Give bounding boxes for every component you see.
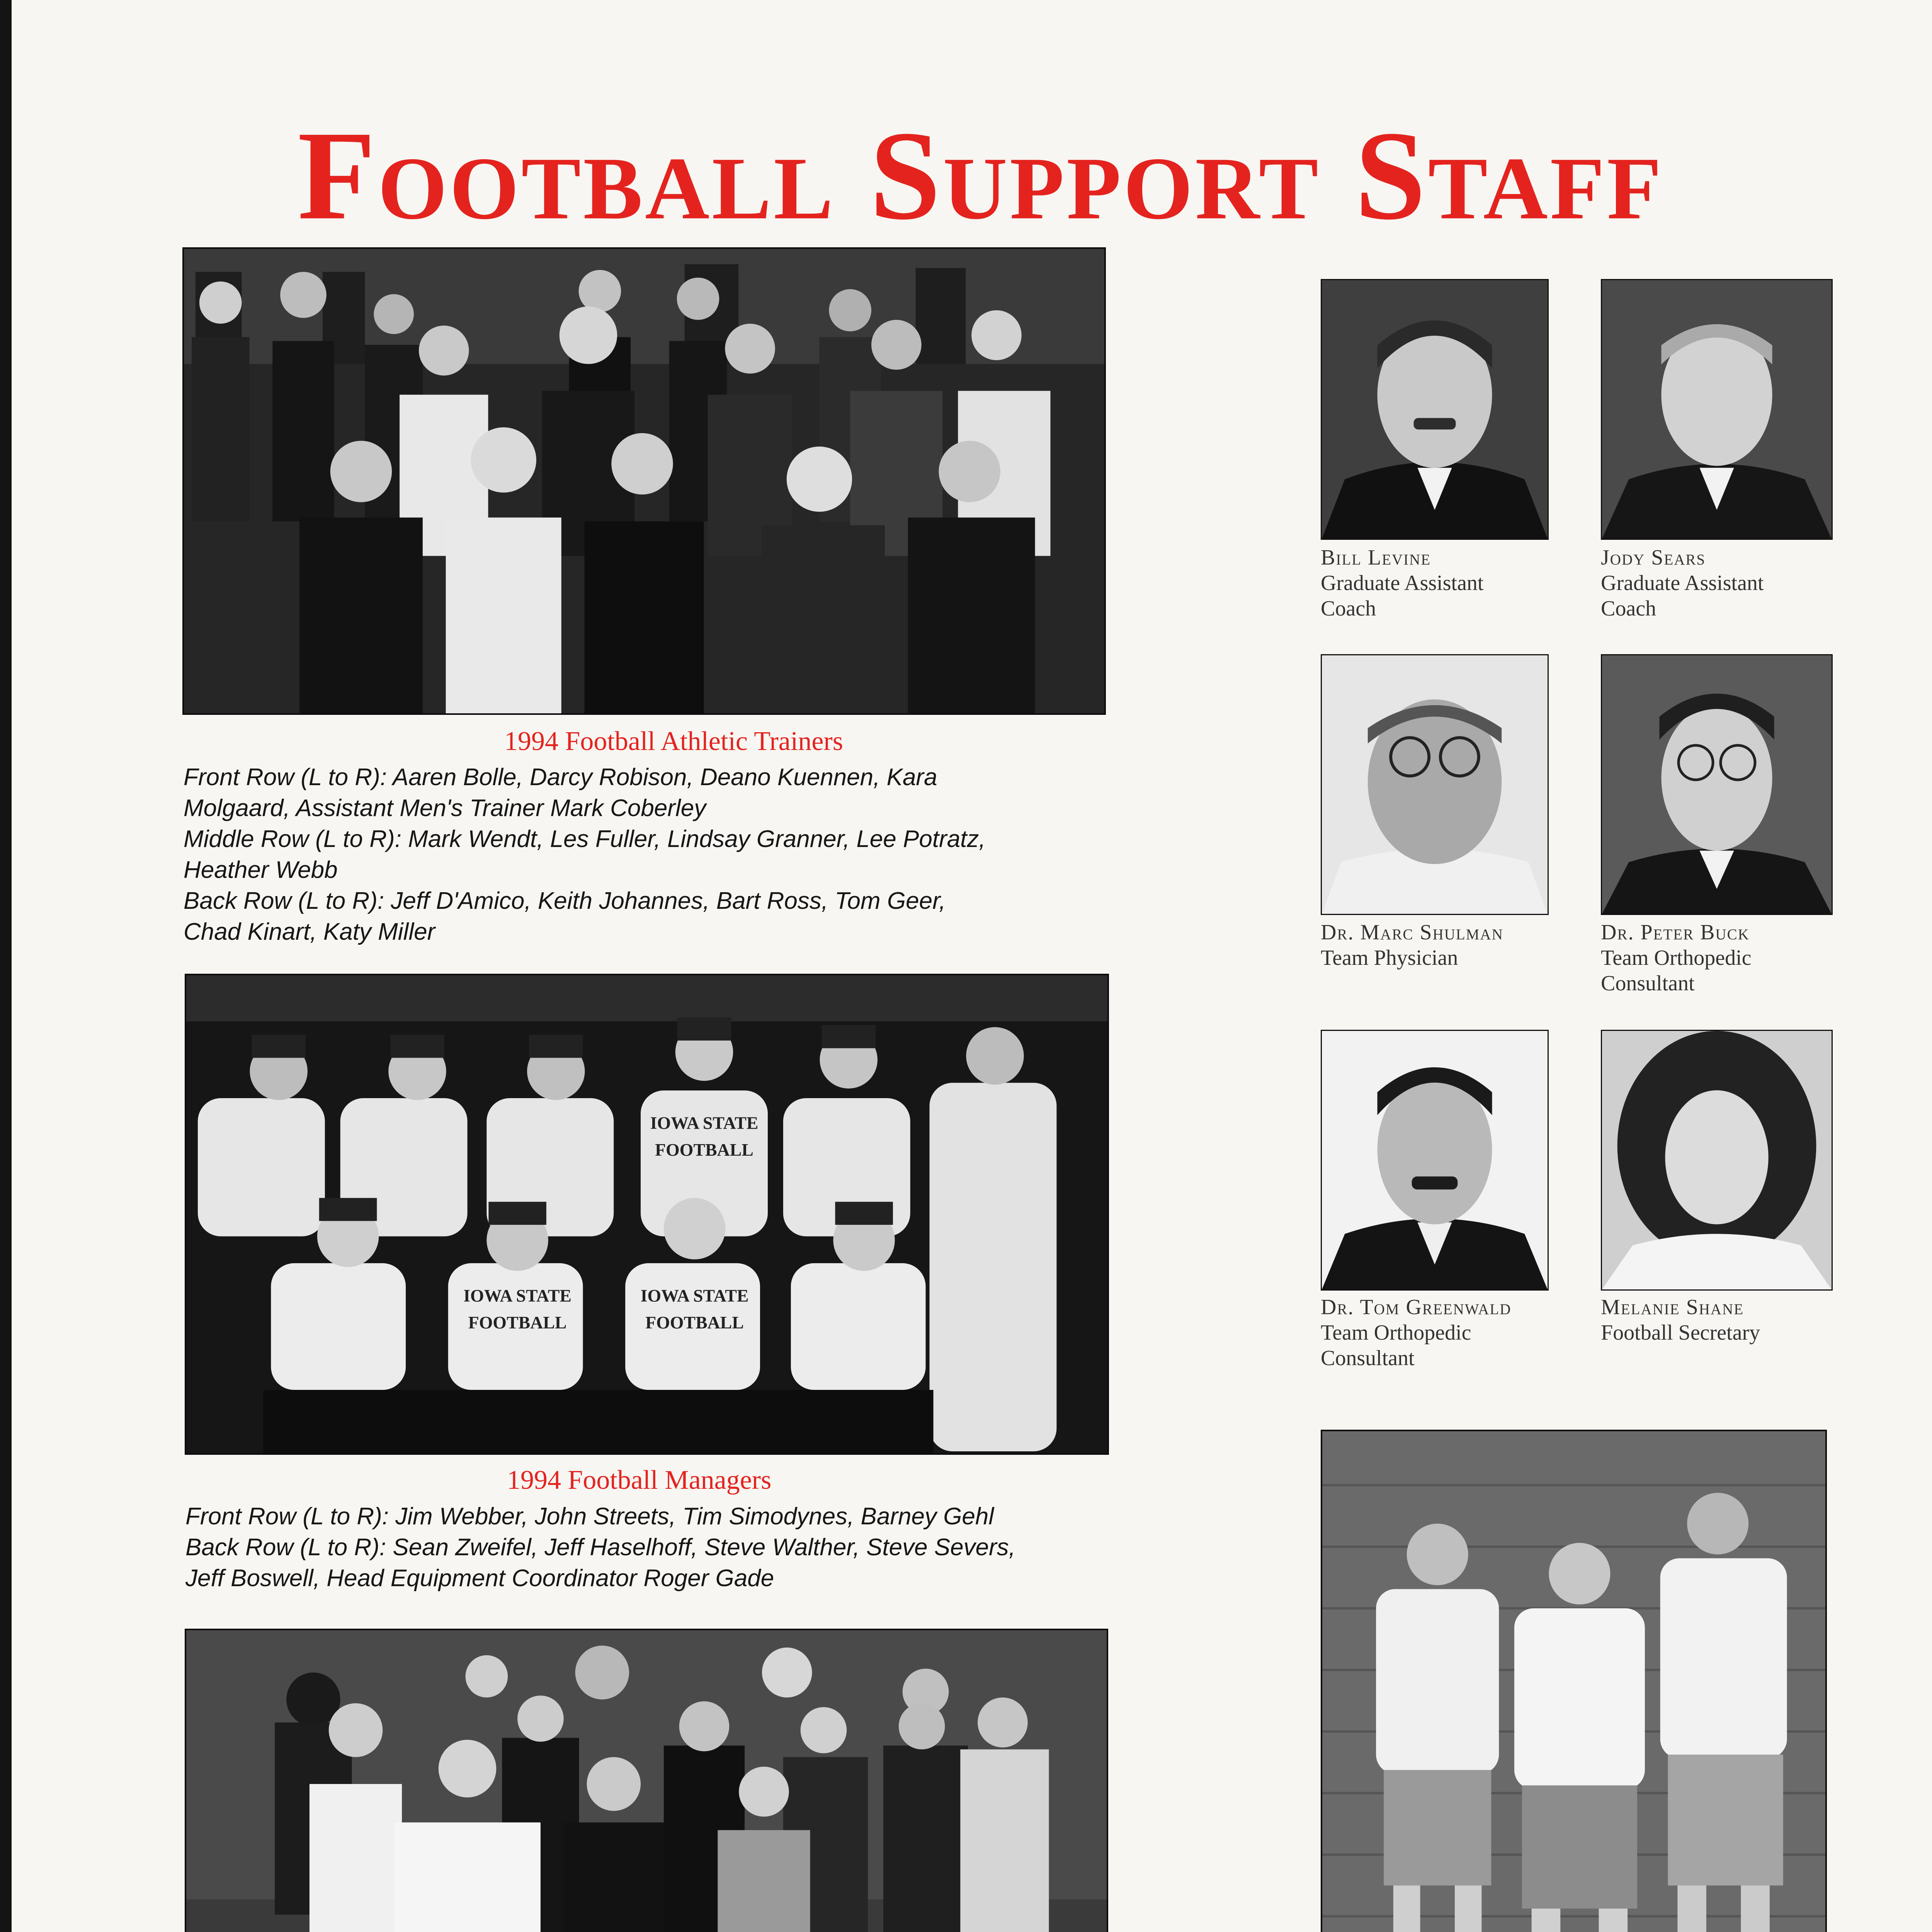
trainers-caption-body bbox=[184, 762, 986, 947]
recruiters-photo bbox=[185, 1629, 1108, 1932]
managers-caption-title: 1994 Football Managers bbox=[507, 1465, 772, 1495]
headshot-marc-shulman bbox=[1321, 654, 1549, 915]
shirt-text: FOOTBALL bbox=[468, 1313, 567, 1333]
bio-bill-levine bbox=[1321, 545, 1483, 621]
bio-melanie-shane bbox=[1601, 1294, 1760, 1345]
staff-role: Team Orthopedic bbox=[1601, 946, 1752, 970]
staff-role: Graduate Assistant bbox=[1601, 571, 1764, 595]
shirt-text: FOOTBALL bbox=[655, 1140, 753, 1160]
shirt-text: IOWA STATE bbox=[463, 1286, 572, 1306]
staff-role: Graduate Assistant bbox=[1321, 571, 1484, 595]
headshot-peter-buck bbox=[1601, 654, 1833, 915]
caption-line: Middle Row (L to R): Mark Wendt, Les Fuller, Lindsay Granner, Lee Potratz, bbox=[184, 826, 986, 852]
caption-line: Front Row (L to R): Jim Webber, John Streets, Tim Simodynes, Barney Gehl bbox=[185, 1503, 994, 1530]
trainers-caption-title: 1994 Football Athletic Trainers bbox=[504, 726, 843, 756]
staff-role: Coach bbox=[1601, 597, 1656, 621]
headshot-jody-sears bbox=[1601, 279, 1833, 540]
staff-role: Football Secretary bbox=[1601, 1321, 1760, 1345]
bio-marc-shulman bbox=[1321, 920, 1503, 971]
page-edge-left bbox=[0, 0, 12, 1932]
shirt-text: IOWA STATE bbox=[650, 1113, 759, 1133]
staff-role: Team Physician bbox=[1321, 946, 1458, 970]
staff-role: Consultant bbox=[1321, 1346, 1415, 1370]
bio-jody-sears bbox=[1601, 545, 1764, 621]
bio-tom-greenwald bbox=[1321, 1294, 1511, 1371]
staff-name: Melanie Shane bbox=[1601, 1295, 1744, 1319]
shirt-text: FOOTBALL bbox=[645, 1313, 744, 1333]
staff-name: Dr. Marc Shulman bbox=[1321, 920, 1503, 944]
headshot-bill-levine bbox=[1321, 279, 1549, 540]
staff-name: Dr. Peter Buck bbox=[1601, 920, 1750, 944]
headshot-tom-greenwald bbox=[1321, 1030, 1549, 1291]
staff-name: Dr. Tom Greenwald bbox=[1321, 1295, 1512, 1319]
staff-name: Jody Sears bbox=[1601, 546, 1706, 570]
caption-line: Molgaard, Assistant Men's Trainer Mark Coberley bbox=[184, 795, 706, 821]
managers-caption-body bbox=[185, 1501, 1015, 1594]
staff-role: Consultant bbox=[1601, 971, 1695, 995]
page-title: Football Support Staff bbox=[298, 105, 1664, 246]
staff-role: Team Orthopedic bbox=[1321, 1321, 1471, 1345]
caption-line: Back Row (L to R): Sean Zweifel, Jeff Haselhoff, Steve Walther, Steve Severs, bbox=[185, 1534, 1015, 1561]
caption-line: Front Row (L to R): Aaren Bolle, Darcy Robison, Deano Kuennen, Kara bbox=[184, 764, 937, 791]
bio-peter-buck bbox=[1601, 920, 1751, 996]
trainers-photo bbox=[182, 247, 1106, 715]
video-coordinators-photo bbox=[1321, 1430, 1827, 1932]
caption-line: Back Row (L to R): Jeff D'Amico, Keith Johannes, Bart Ross, Tom Geer, bbox=[184, 888, 946, 914]
headshot-melanie-shane bbox=[1601, 1030, 1833, 1291]
caption-line: Heather Webb bbox=[184, 857, 338, 883]
shirt-text: IOWA STATE bbox=[640, 1286, 749, 1306]
caption-line: Chad Kinart, Katy Miller bbox=[184, 918, 435, 945]
staff-role: Coach bbox=[1321, 597, 1376, 621]
managers-photo bbox=[185, 974, 1109, 1455]
staff-name: Bill Levine bbox=[1321, 546, 1431, 570]
caption-line: Jeff Boswell, Head Equipment Coordinator Roger Gade bbox=[185, 1565, 774, 1592]
